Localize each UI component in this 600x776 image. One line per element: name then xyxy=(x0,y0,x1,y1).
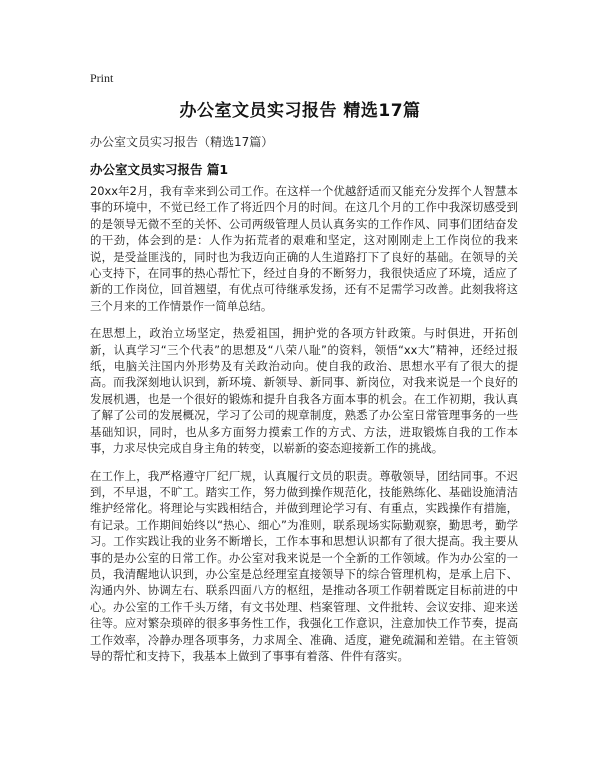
section-heading: 办公室文员实习报告 篇1 xyxy=(90,162,229,177)
paragraph-2: 在思想上，政治立场坚定，热爱祖国，拥护党的各项方针政策。与时俱进，开拓创新，认真学习“三个代表”的思想及“八荣八耻”的资料，领悟“xx大”精神，还经过报纸，电脑关注国内外形势及有关政治动向。使自我的政治、思想水平有了很大的提高。而我深刻地认识到，新环境、新领导、新同事、新岗位，对我来说是一个良好的发展机遇，也是一个很好的锻炼和提升自我各方面本事的机会。在工作初期，我认真了解了公司的发展概况，学习了公司的规章制度，熟悉了办公室日常管理事务的一些基础知识，同时，也从多方面努力摸索工作的方式、方法，进取锻炼自我的工作本事，力求尽快完成自身主角的转变，以崭新的姿态迎接新工作的挑战。 xyxy=(90,326,518,456)
print-label: Print xyxy=(90,71,114,85)
paragraph-1: 20xx年2月，我有幸来到公司工作。在这样一个优越舒适而又能充分发挥个人智慧本事的环境中，不觉已经工作了将近四个月的时间。在这几个月的工作中我深切感受到的是领导无微不至的关怀、公司两级管理人员认真务实的工作作风、同事们团结奋发的干劲，体会到的是：人作为拓荒者的艰难和坚定，这对刚刚走上工作岗位的我来说，是受益匪浅的，同时也为我迈向正确的人生道路打下了良好的基础。在领导的关心支持下，在同事的热心帮忙下，经过自身的不断努力，我很快适应了环境，适应了新的工作岗位，回首翘望，有优点可待继承发扬，还有不足需学习改善。此刻我将这三个月来的工作情景作一简单总结。 xyxy=(90,184,518,313)
document-body xyxy=(90,183,518,675)
paragraph-3: 在工作上，我严格遵守厂纪厂规，认真履行文员的职责。尊敬领导，团结同事。不迟到，不早退，不旷工。踏实工作，努力做到操作规范化，技能熟练化、基础设施清洁维护经常化。将理论与实践相结合，并做到理论学习有、有重点，实践操作有措施，有记录。工作期间始终以“热心、细心”为准则，联系现场实际勤观察，勤思考，勤学习。工作实践让我的业务不断增长，工作本事和思想认识都有了很大提高。我主要从事的是办公室的日常工作。办公室对我来说是一个全新的工作领域。作为办公室的一员，我清醒地认识到，办公室是总经理室直接领导下的综合管理机构，是承上启下、沟通内外、协调左右、联系四面八方的枢纽，是推动各项工作朝着既定目标前进的中心。办公室的工作千头万绪，有文书处理、档案管理、文件批转、会议安排、迎来送往等。应对繁杂琐碎的很多事务性工作，我强化工作意识，注意加快工作节奏，提高工作效率，冷静办理各项事务，力求周全、准确、适度，避免疏漏和差错。在主管领导的帮忙和支持下，我基本上做到了事事有着落、件件有落实。 xyxy=(90,468,518,663)
document-title: 办公室文员实习报告 精选17篇 xyxy=(179,101,421,121)
document-subtitle: 办公室文员实习报告（精选17篇） xyxy=(90,135,274,149)
